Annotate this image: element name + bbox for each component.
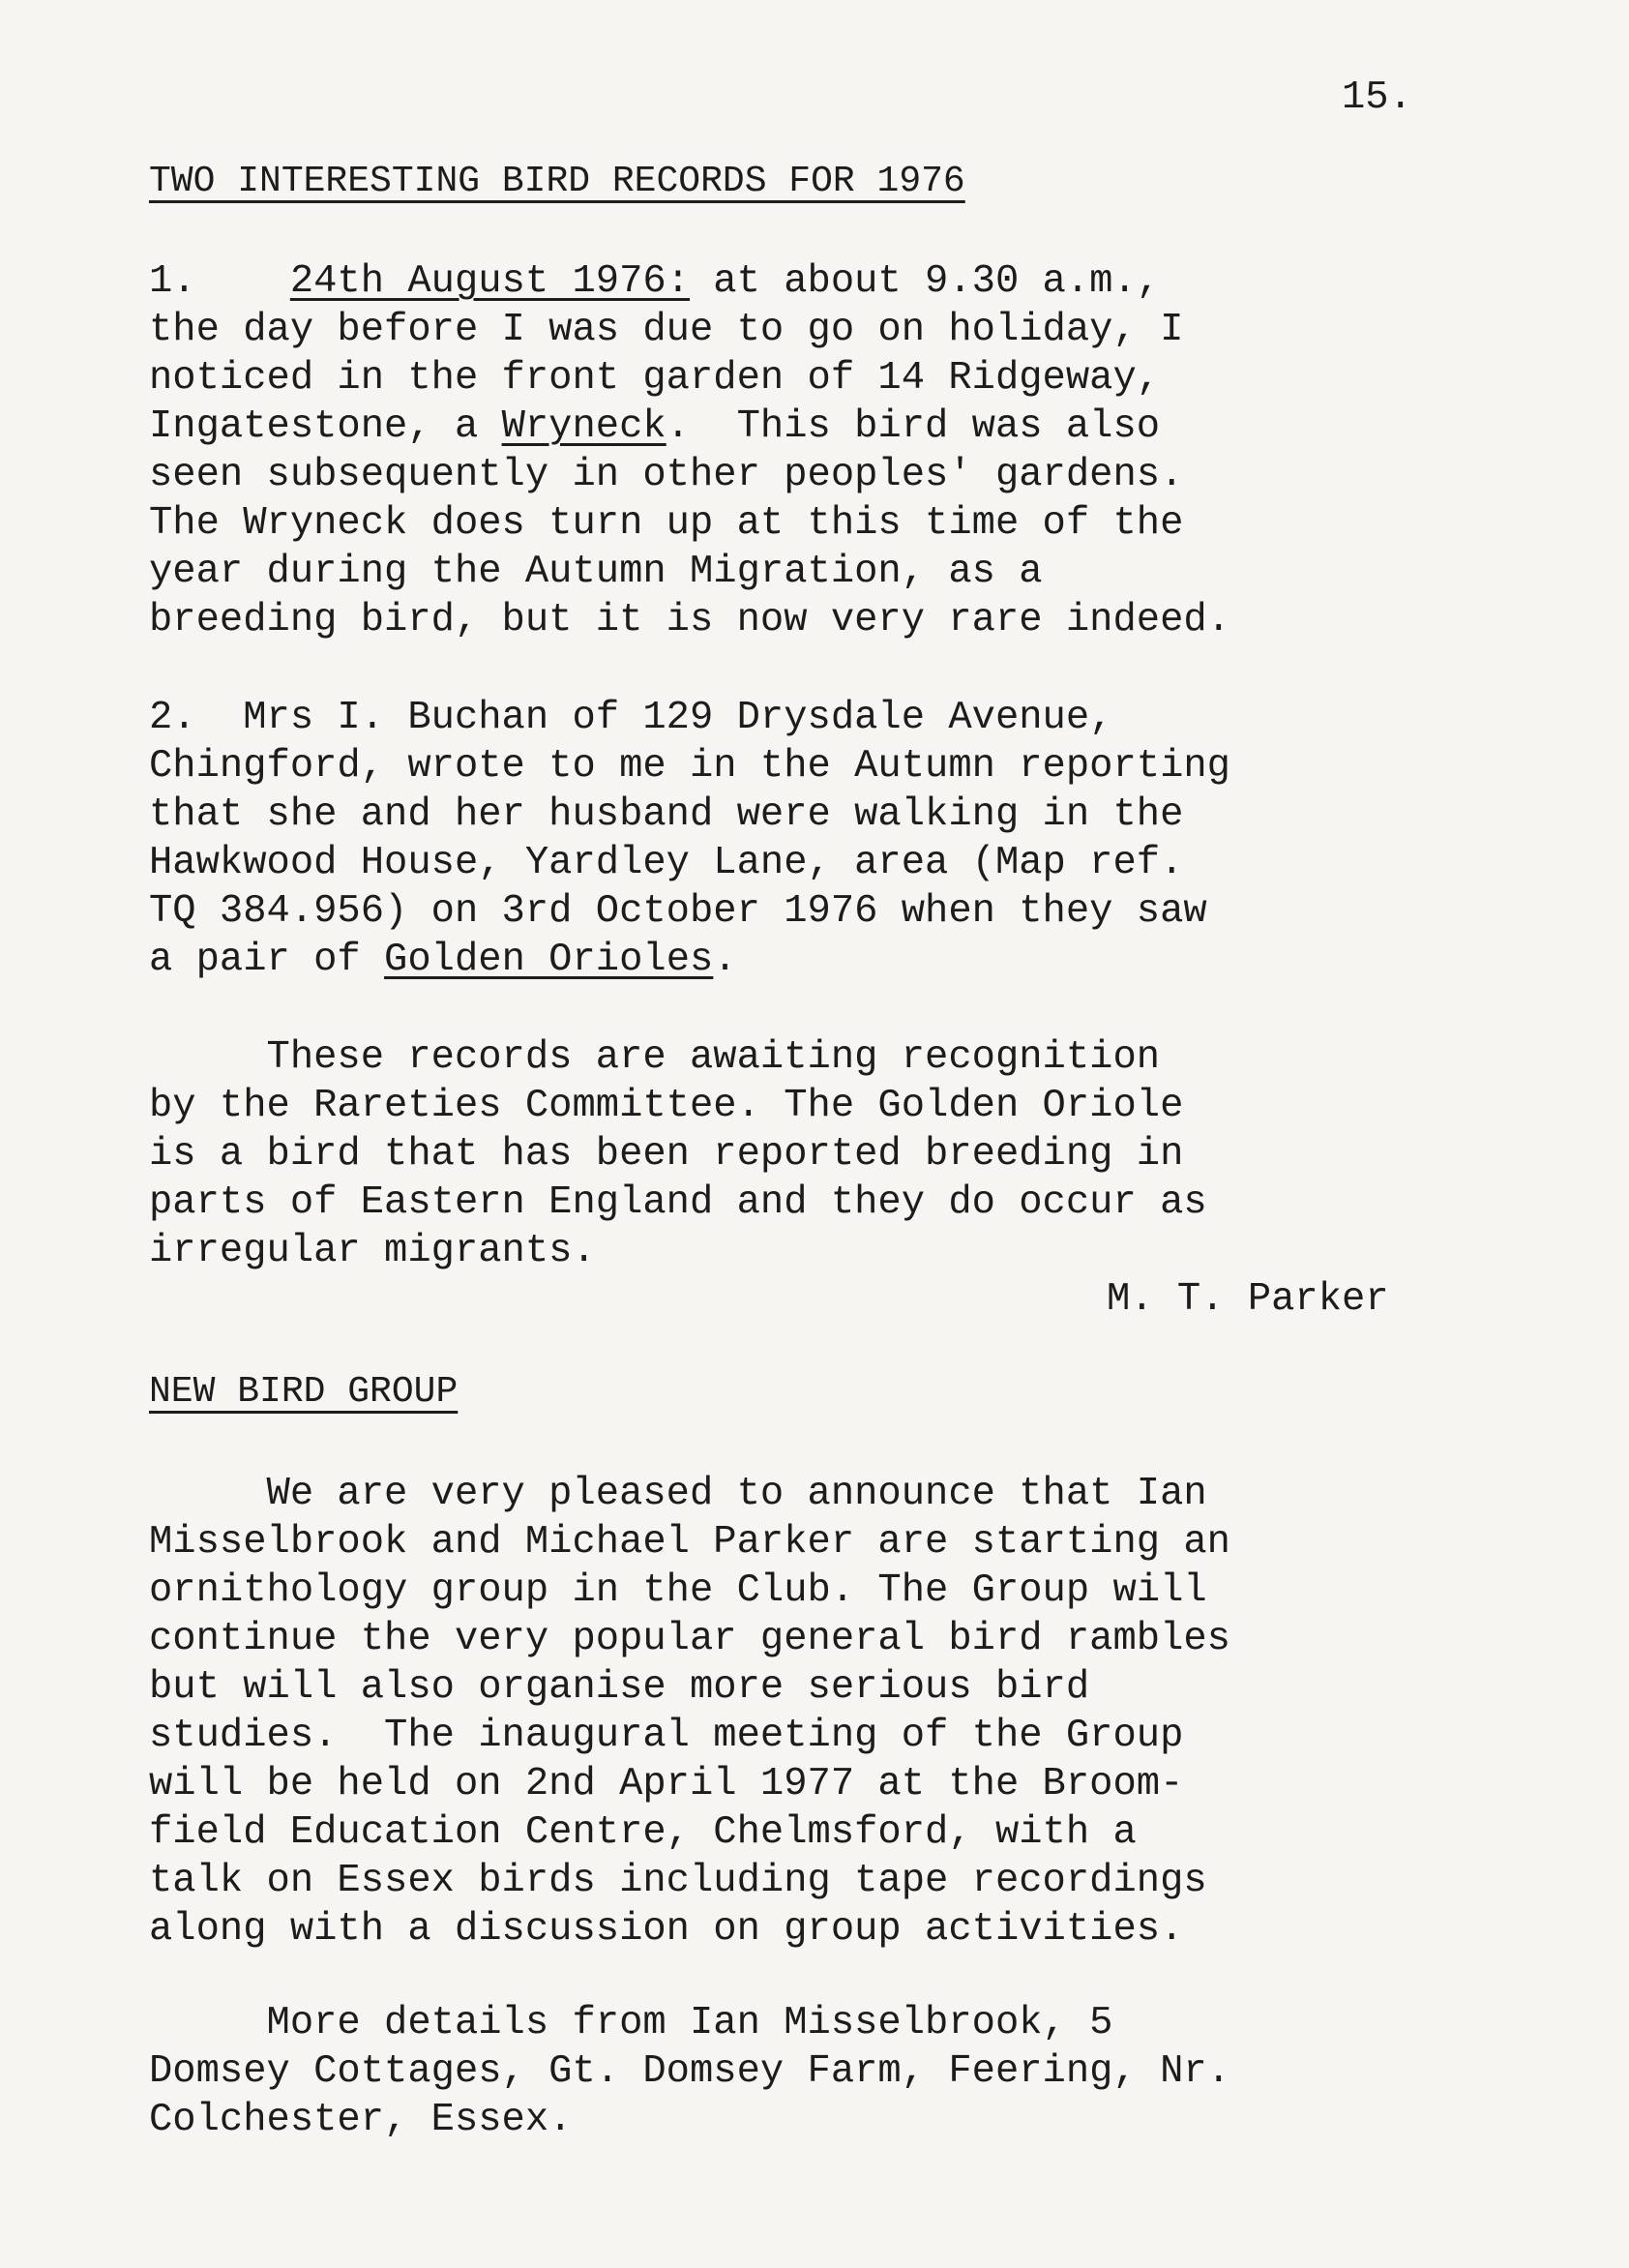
announcement-line-2: Misselbrook and Michael Parker are starting an — [149, 1520, 1230, 1565]
announcement-line-10: along with a discussion on group activities. — [149, 1907, 1184, 1952]
note-line-5: irregular migrants. — [149, 1229, 596, 1273]
section-title-new-bird-group: NEW BIRD GROUP — [149, 1371, 459, 1413]
page-number: 15. — [1342, 75, 1412, 120]
record-1-line-2: the day before I was due to go on holiday, I — [149, 308, 1184, 352]
note-line-3: is a bird that has been reported breeding in — [149, 1132, 1184, 1177]
record-2-line-6: a pair of Golden Orioles. — [149, 938, 737, 982]
announcement-line-9: talk on Essex birds including tape recordings — [149, 1859, 1207, 1903]
record-1-line-5: seen subsequently in other peoples' gardens. — [149, 453, 1184, 497]
record-1-line-6: The Wryneck does turn up at this time of the — [149, 501, 1184, 546]
note-line-2: by the Rareties Committee. The Golden Oriole — [149, 1084, 1184, 1128]
record-1-date: 24th August 1976: — [289, 259, 690, 304]
announcement-line-6: studies. The inaugural meeting of the Group — [149, 1714, 1184, 1758]
record-2-line-2: Chingford, wrote to me in the Autumn reporting — [149, 744, 1230, 789]
announcement-line-3: ornithology group in the Club. The Group will — [149, 1568, 1207, 1613]
species-golden-orioles: Golden Orioles — [384, 938, 714, 982]
contact-line-3: Colchester, Essex. — [149, 2098, 573, 2142]
note-line-1: These records are awaiting recognition — [149, 1035, 1161, 1080]
record-2-line-1: 2. Mrs I. Buchan of 129 Drysdale Avenue, — [149, 696, 1113, 740]
note-line-4: parts of Eastern England and they do occur as — [149, 1180, 1207, 1225]
section-title-bird-records: TWO INTERESTING BIRD RECORDS FOR 1976 — [149, 161, 965, 202]
record-2-line-5: TQ 384.956) on 3rd October 1976 when they saw — [149, 889, 1207, 934]
record-1-line-1: 1. 24th August 1976: at about 9.30 a.m., — [149, 259, 1161, 304]
announcement-line-1: We are very pleased to announce that Ian — [149, 1472, 1207, 1516]
record-1-line-8: breeding bird, but it is now very rare indeed. — [149, 598, 1230, 642]
announcement-line-8: field Education Centre, Chelmsford, with a — [149, 1810, 1137, 1855]
record-1-line-7: year during the Autumn Migration, as a — [149, 550, 1043, 594]
contact-line-2: Domsey Cottages, Gt. Domsey Farm, Feering, Nr. — [149, 2049, 1230, 2094]
record-2-line-3: that she and her husband were walking in the — [149, 792, 1184, 837]
species-wryneck: Wryneck — [501, 404, 666, 449]
announcement-line-4: continue the very popular general bird rambles — [149, 1617, 1230, 1661]
record-2-line-4: Hawkwood House, Yardley Lane, area (Map ref. — [149, 841, 1184, 885]
record-1-line-3: noticed in the front garden of 14 Ridgeway, — [149, 356, 1161, 401]
record-1-line-4: Ingatestone, a Wryneck. This bird was also — [149, 404, 1161, 449]
announcement-line-5: but will also organise more serious bird — [149, 1665, 1090, 1710]
record-1-number: 1. — [149, 259, 196, 304]
contact-line-1: More details from Ian Misselbrook, 5 — [149, 2001, 1113, 2045]
announcement-line-7: will be held on 2nd April 1977 at the Broom- — [149, 1762, 1184, 1806]
signature: M. T. Parker — [1107, 1277, 1389, 1322]
